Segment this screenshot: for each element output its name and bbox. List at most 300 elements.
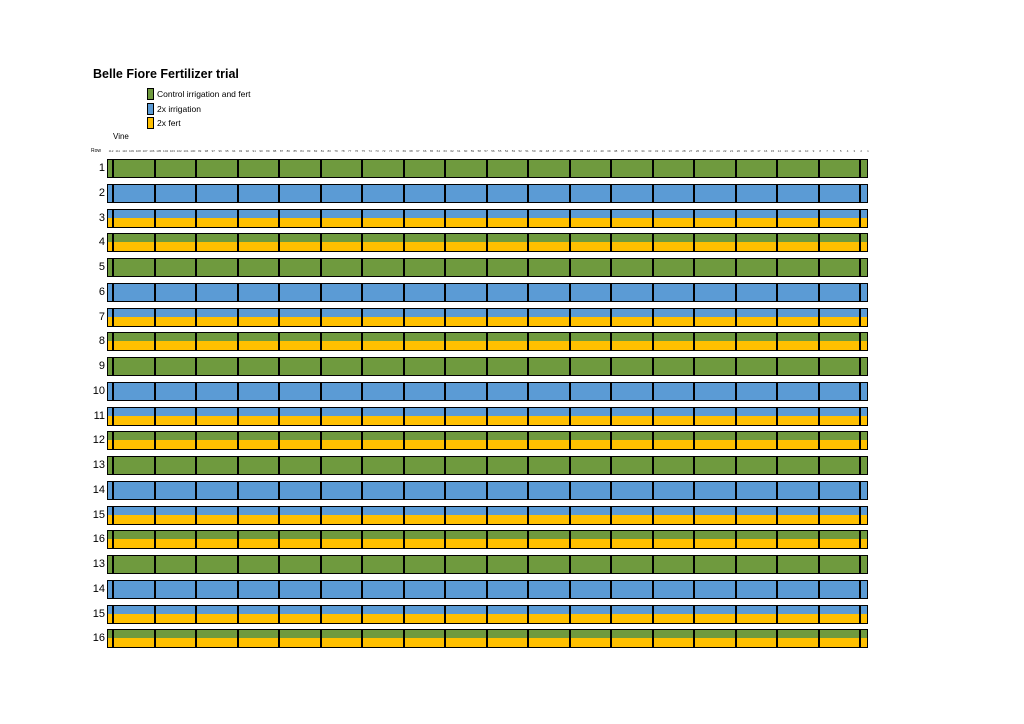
- panel-divider: [818, 358, 820, 375]
- row-label: 15: [92, 608, 105, 620]
- vine-number: 82: [313, 149, 318, 153]
- panel-divider: [486, 507, 488, 524]
- panel-divider: [237, 160, 239, 177]
- panel-divider: [403, 160, 405, 177]
- panel-divider: [610, 259, 612, 276]
- panel-divider: [735, 531, 737, 548]
- panel-divider: [652, 432, 654, 449]
- row-strip-fert_green: [107, 233, 868, 252]
- panel-divider: [195, 333, 197, 350]
- treatment-band: [108, 606, 867, 614]
- panel-divider: [652, 210, 654, 227]
- panel-divider: [776, 457, 778, 474]
- panel-divider: [818, 581, 820, 598]
- panel-divider: [652, 358, 654, 375]
- panel-divider: [237, 432, 239, 449]
- vine-number: 22: [723, 149, 727, 153]
- panel-divider: [610, 457, 612, 474]
- row-strip-control: [107, 159, 868, 178]
- panel-divider: [154, 630, 156, 647]
- panel-divider: [112, 457, 114, 474]
- vine-number: 57: [484, 149, 488, 153]
- vine-number: 21: [729, 149, 734, 153]
- panel-divider: [403, 383, 405, 400]
- panel-divider: [320, 630, 322, 647]
- panel-divider: [154, 234, 156, 251]
- panel-divider: [859, 507, 861, 524]
- panel-divider: [569, 457, 571, 474]
- panel-divider: [195, 160, 197, 177]
- panel-divider: [444, 259, 446, 276]
- panel-divider: [154, 432, 156, 449]
- vine-number: 5: [839, 149, 842, 153]
- legend-label-irrigation: 2x irrigation: [157, 104, 201, 114]
- panel-divider: [735, 432, 737, 449]
- panel-divider: [278, 556, 280, 573]
- vine-number: 96: [218, 149, 222, 153]
- panel-divider: [444, 408, 446, 425]
- vine-number: 17: [757, 149, 761, 153]
- panel-divider: [818, 333, 820, 350]
- panel-divider: [610, 432, 612, 449]
- vine-number: 74: [368, 149, 372, 153]
- panel-divider: [320, 432, 322, 449]
- panel-divider: [237, 581, 239, 598]
- treatment-band: [108, 416, 867, 425]
- panel-divider: [859, 581, 861, 598]
- panel-divider: [237, 210, 239, 227]
- panel-divider: [652, 606, 654, 623]
- panel-divider: [444, 606, 446, 623]
- treatment-band: [108, 482, 867, 499]
- panel-divider: [403, 333, 405, 350]
- vine-number: 16: [764, 149, 768, 153]
- vine-number: 93: [238, 149, 243, 153]
- panel-divider: [569, 333, 571, 350]
- panel-divider: [693, 457, 695, 474]
- panel-divider: [112, 309, 114, 326]
- panel-divider: [527, 531, 529, 548]
- vine-number: 47: [552, 149, 556, 153]
- panel-divider: [818, 432, 820, 449]
- treatment-band: [108, 333, 867, 341]
- panel-divider: [154, 581, 156, 598]
- panel-divider: [735, 457, 737, 474]
- vine-number: 73: [375, 149, 379, 153]
- treatment-band: [108, 284, 867, 301]
- panel-divider: [361, 457, 363, 474]
- panel-divider: [776, 482, 778, 499]
- vine-number: 48: [545, 149, 550, 153]
- row-strip-fert_green: [107, 332, 868, 351]
- legend-label-fert: 2x fert: [157, 118, 181, 128]
- panel-divider: [278, 333, 280, 350]
- vine-number: 46: [559, 149, 563, 153]
- panel-divider: [486, 333, 488, 350]
- panel-divider: [486, 234, 488, 251]
- panel-divider: [569, 432, 571, 449]
- panel-divider: [818, 556, 820, 573]
- vine-number: 86: [286, 149, 290, 153]
- panel-divider: [361, 160, 363, 177]
- panel-divider: [278, 284, 280, 301]
- panel-divider: [693, 507, 695, 524]
- vine-number: 14: [777, 149, 781, 153]
- panel-divider: [527, 210, 529, 227]
- panel-divider: [693, 160, 695, 177]
- panel-divider: [776, 531, 778, 548]
- vine-number: 92: [245, 149, 250, 153]
- panel-divider: [195, 507, 197, 524]
- vine-number: 61: [457, 149, 461, 153]
- vine-number: 44: [573, 149, 577, 153]
- vine-number: 63: [443, 149, 447, 153]
- vine-number: 18: [750, 149, 754, 153]
- panel-divider: [237, 606, 239, 623]
- panel-divider: [610, 234, 612, 251]
- panel-divider: [403, 556, 405, 573]
- panel-divider: [486, 210, 488, 227]
- panel-divider: [486, 408, 488, 425]
- panel-divider: [154, 333, 156, 350]
- panel-divider: [154, 383, 156, 400]
- panel-divider: [569, 210, 571, 227]
- panel-divider: [818, 309, 820, 326]
- panel-divider: [278, 185, 280, 202]
- vine-number: 67: [416, 149, 420, 153]
- panel-divider: [403, 234, 405, 251]
- panel-divider: [818, 160, 820, 177]
- panel-divider: [237, 457, 239, 474]
- panel-divider: [652, 383, 654, 400]
- panel-divider: [361, 210, 363, 227]
- panel-divider: [403, 630, 405, 647]
- panel-divider: [444, 457, 446, 474]
- panel-divider: [444, 630, 446, 647]
- vine-number: 94: [232, 149, 236, 153]
- row-strip-fert_blue: [107, 308, 868, 327]
- panel-divider: [320, 185, 322, 202]
- vine-number: 69: [402, 149, 406, 153]
- panel-divider: [776, 408, 778, 425]
- panel-divider: [195, 432, 197, 449]
- vine-number: 80: [327, 149, 331, 153]
- vine-number: 65: [429, 149, 434, 153]
- row-strip-control: [107, 357, 868, 376]
- panel-divider: [610, 507, 612, 524]
- panel-divider: [278, 259, 280, 276]
- vine-number: 85: [293, 149, 297, 153]
- panel-divider: [693, 309, 695, 326]
- vine-number: 27: [689, 149, 693, 153]
- panel-divider: [320, 383, 322, 400]
- panel-divider: [569, 185, 571, 202]
- panel-divider: [444, 210, 446, 227]
- row-strip-fert_blue: [107, 209, 868, 228]
- panel-divider: [693, 531, 695, 548]
- panel-divider: [361, 358, 363, 375]
- treatment-band: [108, 507, 867, 515]
- panel-divider: [278, 408, 280, 425]
- panel-divider: [112, 408, 114, 425]
- row-strip-fert_green: [107, 431, 868, 450]
- panel-divider: [818, 606, 820, 623]
- panel-divider: [610, 185, 612, 202]
- vine-number: 84: [300, 149, 304, 153]
- vine-number: 59: [470, 149, 475, 153]
- vine-number: 35: [634, 149, 638, 153]
- row-label: 11: [93, 410, 105, 422]
- panel-divider: [776, 630, 778, 647]
- vine-number: 7: [826, 149, 828, 153]
- panel-divider: [154, 358, 156, 375]
- treatment-band: [108, 515, 867, 524]
- panel-divider: [527, 309, 529, 326]
- panel-divider: [154, 606, 156, 623]
- panel-divider: [361, 432, 363, 449]
- panel-divider: [154, 210, 156, 227]
- panel-divider: [735, 259, 737, 276]
- panel-divider: [112, 210, 114, 227]
- panel-divider: [776, 606, 778, 623]
- panel-divider: [527, 408, 529, 425]
- panel-divider: [361, 333, 363, 350]
- panel-divider: [693, 408, 695, 425]
- panel-divider: [486, 606, 488, 623]
- treatment-band: [108, 581, 867, 598]
- panel-divider: [652, 482, 654, 499]
- panel-divider: [444, 432, 446, 449]
- panel-divider: [112, 630, 114, 647]
- vine-number: 45: [566, 149, 570, 153]
- vine-number: 66: [423, 149, 427, 153]
- panel-divider: [444, 383, 446, 400]
- panel-divider: [527, 606, 529, 623]
- panel-divider: [610, 531, 612, 548]
- vine-number: 87: [279, 149, 284, 153]
- panel-divider: [320, 581, 322, 598]
- panel-divider: [320, 259, 322, 276]
- vine-number: 107: [142, 149, 148, 153]
- panel-divider: [693, 432, 695, 449]
- treatment-band: [108, 638, 867, 647]
- panel-divider: [112, 259, 114, 276]
- vine-number: 62: [450, 149, 454, 153]
- panel-divider: [278, 358, 280, 375]
- panel-divider: [735, 408, 737, 425]
- panel-divider: [859, 160, 861, 177]
- panel-divider: [154, 556, 156, 573]
- row-strip-irrigation: [107, 580, 868, 599]
- row-label: 5: [98, 261, 105, 273]
- vine-number: 30: [668, 149, 672, 153]
- panel-divider: [610, 556, 612, 573]
- panel-divider: [112, 284, 114, 301]
- panel-divider: [486, 383, 488, 400]
- panel-divider: [237, 556, 239, 573]
- vine-number: 33: [648, 149, 652, 153]
- panel-divider: [859, 309, 861, 326]
- panel-divider: [278, 457, 280, 474]
- vine-number: 101: [183, 149, 189, 153]
- panel-divider: [569, 358, 571, 375]
- panel-divider: [859, 185, 861, 202]
- panel-divider: [569, 284, 571, 301]
- panel-divider: [735, 309, 737, 326]
- vine-number: 4: [846, 149, 849, 153]
- panel-divider: [693, 234, 695, 251]
- vine-number: 2: [860, 149, 862, 153]
- panel-divider: [403, 457, 405, 474]
- panel-divider: [278, 383, 280, 400]
- vine-number: 105: [156, 149, 162, 153]
- vine-number: 111: [115, 149, 121, 153]
- panel-divider: [278, 432, 280, 449]
- panel-divider: [859, 531, 861, 548]
- panel-divider: [444, 581, 446, 598]
- row-label: 6: [98, 286, 105, 298]
- panel-divider: [818, 630, 820, 647]
- vine-number: 83: [307, 149, 311, 153]
- vine-number: 78: [341, 149, 345, 153]
- vine-number: 99: [197, 149, 202, 153]
- panel-divider: [569, 408, 571, 425]
- vine-number: 34: [641, 149, 645, 153]
- panel-divider: [112, 507, 114, 524]
- row-label: 13: [92, 558, 105, 570]
- panel-divider: [361, 507, 363, 524]
- panel-divider: [112, 581, 114, 598]
- panel-divider: [195, 234, 197, 251]
- vine-number: 40: [600, 149, 604, 153]
- vine-number: 110: [122, 149, 128, 153]
- panel-divider: [320, 309, 322, 326]
- panel-divider: [735, 556, 737, 573]
- row-label: 14: [92, 583, 105, 595]
- vine-number: 25: [702, 149, 706, 153]
- panel-divider: [361, 284, 363, 301]
- treatment-band: [108, 440, 867, 449]
- panel-divider: [237, 630, 239, 647]
- panel-divider: [320, 482, 322, 499]
- panel-divider: [112, 234, 114, 251]
- panel-divider: [527, 358, 529, 375]
- row-strip-fert_blue: [107, 506, 868, 525]
- panel-divider: [776, 259, 778, 276]
- panel-divider: [361, 259, 363, 276]
- panel-divider: [320, 210, 322, 227]
- vine-number: 91: [252, 149, 256, 153]
- panel-divider: [486, 457, 488, 474]
- panel-divider: [776, 309, 778, 326]
- vine-number: 90: [259, 149, 263, 153]
- panel-divider: [278, 210, 280, 227]
- panel-divider: [486, 432, 488, 449]
- panel-divider: [403, 581, 405, 598]
- row-strip-irrigation: [107, 283, 868, 302]
- panel-divider: [859, 259, 861, 276]
- panel-divider: [652, 556, 654, 573]
- panel-divider: [776, 358, 778, 375]
- panel-divider: [112, 358, 114, 375]
- panel-divider: [444, 234, 446, 251]
- panel-divider: [486, 358, 488, 375]
- panel-divider: [652, 507, 654, 524]
- treatment-band: [108, 383, 867, 400]
- panel-divider: [610, 358, 612, 375]
- panel-divider: [735, 606, 737, 623]
- panel-divider: [859, 457, 861, 474]
- vine-number: 103: [169, 149, 175, 153]
- panel-divider: [735, 333, 737, 350]
- row-strip-irrigation: [107, 481, 868, 500]
- panel-divider: [486, 309, 488, 326]
- panel-divider: [859, 284, 861, 301]
- panel-divider: [320, 507, 322, 524]
- panel-divider: [693, 358, 695, 375]
- panel-divider: [859, 333, 861, 350]
- vine-number: 3: [853, 149, 856, 153]
- panel-divider: [527, 507, 529, 524]
- panel-divider: [278, 581, 280, 598]
- panel-divider: [486, 160, 488, 177]
- vine-number: 53: [511, 149, 516, 153]
- panel-divider: [237, 408, 239, 425]
- vine-number: 106: [149, 149, 155, 153]
- panel-divider: [527, 556, 529, 573]
- panel-divider: [195, 606, 197, 623]
- panel-divider: [444, 160, 446, 177]
- vine-number: 20: [736, 149, 741, 153]
- panel-divider: [278, 606, 280, 623]
- panel-divider: [278, 507, 280, 524]
- panel-divider: [154, 408, 156, 425]
- panel-divider: [776, 160, 778, 177]
- panel-divider: [859, 556, 861, 573]
- panel-divider: [859, 408, 861, 425]
- panel-divider: [403, 507, 405, 524]
- panel-divider: [527, 160, 529, 177]
- vine-number: 52: [518, 149, 522, 153]
- page-title: Belle Fiore Fertilizer trial: [93, 67, 239, 81]
- panel-divider: [361, 630, 363, 647]
- panel-divider: [610, 160, 612, 177]
- panel-divider: [444, 284, 446, 301]
- panel-divider: [569, 581, 571, 598]
- panel-divider: [735, 383, 737, 400]
- panel-divider: [195, 408, 197, 425]
- vine-number: 28: [682, 149, 686, 153]
- panel-divider: [237, 358, 239, 375]
- panel-divider: [112, 383, 114, 400]
- vine-number: 81: [320, 149, 325, 153]
- panel-divider: [693, 581, 695, 598]
- treatment-band: [108, 531, 867, 539]
- vine-number: 43: [579, 149, 584, 153]
- legend-swatch-control: [147, 88, 154, 100]
- vine-number: 23: [716, 149, 720, 153]
- panel-divider: [195, 210, 197, 227]
- vine-number: 55: [498, 149, 502, 153]
- panel-divider: [444, 333, 446, 350]
- panel-divider: [735, 358, 737, 375]
- panel-divider: [320, 556, 322, 573]
- panel-divider: [818, 210, 820, 227]
- vine-number: 39: [607, 149, 611, 153]
- panel-divider: [610, 383, 612, 400]
- vine-number: 102: [176, 149, 182, 153]
- panel-divider: [112, 160, 114, 177]
